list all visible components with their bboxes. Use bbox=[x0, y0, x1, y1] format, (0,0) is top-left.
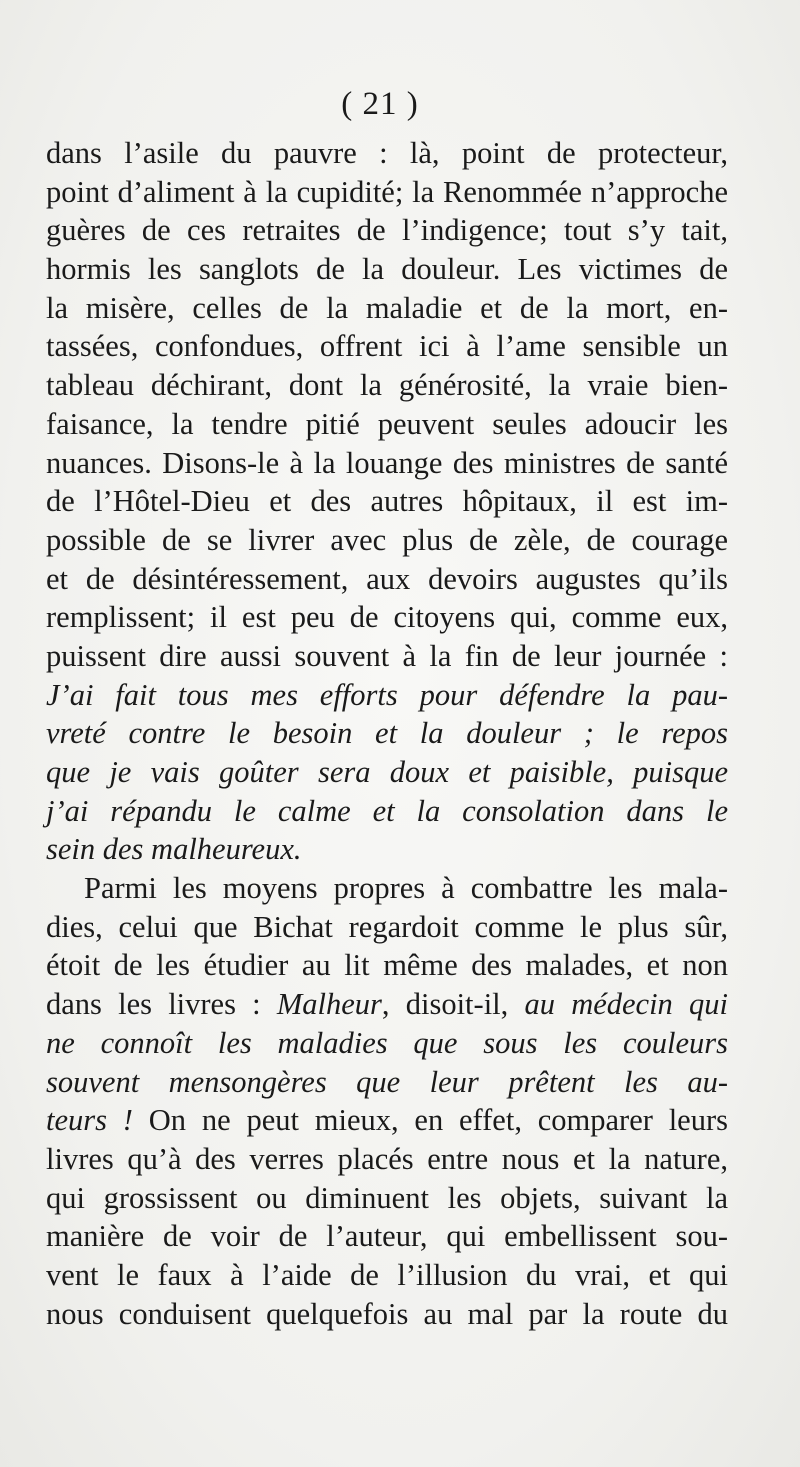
italic-text-segment: que je vais goûter sera doux et paisible, puisque bbox=[46, 755, 728, 789]
text-segment: dans l’asile du pauvre : là, point de protecteur, bbox=[46, 136, 728, 170]
text-line bbox=[46, 869, 728, 908]
text-segment: la misère, celles de la maladie et de la mort, en- bbox=[46, 290, 728, 325]
text-line bbox=[46, 946, 728, 985]
text-line bbox=[46, 173, 728, 212]
text-line bbox=[46, 1063, 728, 1102]
text-line bbox=[46, 753, 728, 792]
text-segment: dans les livres : bbox=[46, 987, 277, 1022]
text-segment: hormis les sanglots de la douleur. Les victimes de bbox=[46, 252, 728, 287]
body-text bbox=[46, 134, 728, 1333]
text-line bbox=[46, 1256, 728, 1295]
text-line bbox=[46, 1140, 728, 1179]
italic-text-segment: teurs ! bbox=[46, 1103, 133, 1138]
text-line bbox=[46, 985, 728, 1024]
text-line bbox=[46, 908, 728, 947]
text-line bbox=[46, 1217, 728, 1256]
text-segment: et de désintéressement, aux devoirs augustes qu’ils bbox=[46, 561, 728, 596]
text-segment: étoit de les étudier au lit même des malades, et non bbox=[46, 948, 728, 983]
italic-text-segment: Malheur bbox=[276, 987, 382, 1022]
italic-text-segment: sein des malheureux. bbox=[46, 832, 302, 867]
text-segment: guères de ces retraites de l’indigence; tout s’y tait, bbox=[46, 213, 728, 248]
text-segment: point d’aliment à la cupidité; la Renommée n’approche bbox=[46, 174, 728, 209]
text-line bbox=[46, 250, 728, 289]
text-segment: , disoit-il, bbox=[381, 987, 525, 1022]
text-line bbox=[46, 560, 728, 599]
text-segment: tableau déchirant, dont la générosité, la vraie bien- bbox=[46, 368, 728, 403]
text-segment: livres qu’à des verres placés entre nous et la nature, bbox=[46, 1141, 728, 1176]
text-line bbox=[46, 327, 728, 366]
italic-text-segment: ne connoît les maladies que sous les couleurs bbox=[46, 1025, 728, 1060]
text-line bbox=[46, 1179, 728, 1218]
italic-text-segment: vreté contre le besoin et la douleur ; le repos bbox=[46, 716, 728, 751]
text-line bbox=[46, 1024, 728, 1063]
text-segment: possible de se livrer avec plus de zèle, de courage bbox=[46, 522, 728, 557]
italic-text-segment: au médecin qui bbox=[524, 987, 728, 1022]
text-line bbox=[46, 792, 728, 831]
text-segment: remplissent; il est peu de citoyens qui, comme eux, bbox=[46, 600, 728, 635]
italic-text-segment: J’ai fait tous mes efforts pour défendre la pau- bbox=[46, 677, 728, 712]
text-line bbox=[46, 521, 728, 560]
text-line bbox=[46, 637, 728, 676]
text-line bbox=[46, 134, 728, 173]
text-segment: faisance, la tendre pitié peuvent seules adoucir les bbox=[46, 406, 728, 441]
text-line bbox=[46, 830, 728, 869]
text-line bbox=[46, 366, 728, 405]
text-segment: de l’Hôtel-Dieu et des autres hôpitaux, il est im- bbox=[46, 484, 728, 519]
text-line bbox=[46, 211, 728, 250]
italic-text-segment: j’ai répandu le calme et la consolation dans le bbox=[46, 793, 728, 828]
text-segment: puissent dire aussi souvent à la fin de leur journée : bbox=[46, 638, 728, 673]
text-line bbox=[46, 676, 728, 715]
text-segment: nuances. Disons-le à la louange des ministres de santé bbox=[46, 445, 728, 480]
text-segment: vent le faux à l’aide de l’illusion du vrai, et qui bbox=[46, 1257, 728, 1292]
text-segment: On ne peut mieux, en effet, comparer leurs bbox=[132, 1103, 728, 1138]
text-line bbox=[46, 444, 728, 483]
text-line bbox=[46, 598, 728, 637]
text-segment: manière de voir de l’auteur, qui embellissent sou- bbox=[46, 1219, 728, 1254]
text-line bbox=[46, 1295, 728, 1334]
page-number: ( 21 ) bbox=[341, 86, 419, 122]
text-segment: nous conduisent quelquefois au mal par la route du bbox=[46, 1296, 728, 1331]
text-segment: dies, celui que Bichat regardoit comme le plus sûr, bbox=[46, 909, 728, 944]
text-line bbox=[46, 714, 728, 753]
text-line bbox=[46, 405, 728, 444]
text-segment: tassées, confondues, offrent ici à l’ame sensible un bbox=[46, 329, 728, 364]
text-line bbox=[46, 1101, 728, 1140]
italic-text-segment: souvent mensongères que leur prêtent les au- bbox=[46, 1064, 728, 1099]
text-segment: Parmi les moyens propres à combattre les mala- bbox=[84, 871, 728, 906]
text-line bbox=[46, 289, 728, 328]
text-line bbox=[46, 482, 728, 521]
text-segment: qui grossissent ou diminuent les objets, suivant la bbox=[46, 1180, 728, 1215]
